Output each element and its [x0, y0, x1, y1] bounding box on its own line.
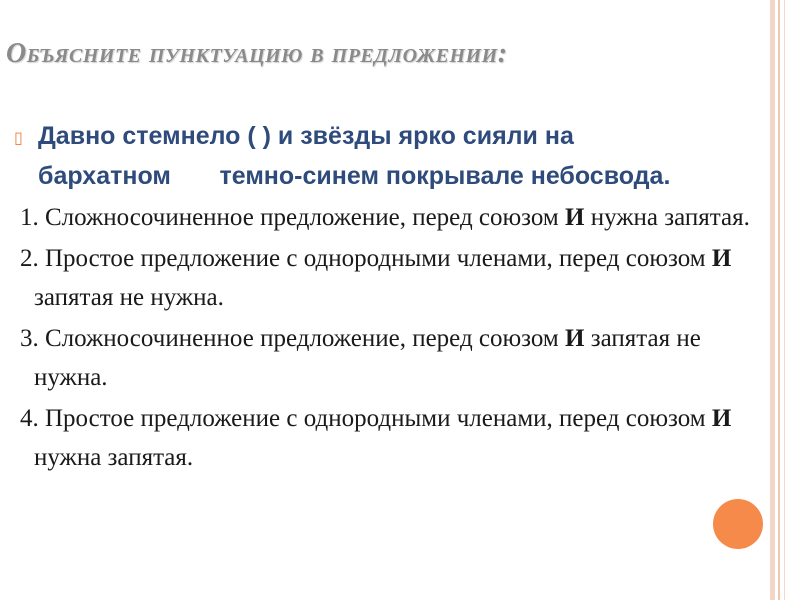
option-text-end: нужна запятая. — [584, 204, 750, 231]
option-conjunction: И — [711, 245, 732, 272]
orange-circle-decoration — [713, 499, 763, 549]
option-number: 3. — [20, 325, 39, 352]
option-text-end: нужна запятая. — [34, 444, 194, 471]
answer-option-4[interactable] — [20, 399, 770, 477]
right-decorative-stripe — [770, 0, 775, 600]
option-conjunction: И — [711, 405, 732, 432]
option-number: 2. — [20, 245, 39, 272]
option-text: Сложносочиненное предложение, перед союзом — [38, 325, 566, 352]
right-decorative-stripe-thin — [778, 0, 780, 600]
question-word-barkhatnom: бархатном — [38, 162, 171, 190]
answer-option-3[interactable] — [20, 319, 770, 397]
option-text-end: запятая не нужна. — [34, 325, 701, 391]
option-number: 4. — [20, 405, 39, 432]
slide-content — [14, 116, 770, 477]
answer-option-2[interactable] — [20, 239, 770, 317]
option-conjunction: И — [565, 325, 585, 352]
option-text-end: запятая не нужна. — [34, 284, 224, 311]
question-line-2 — [38, 156, 770, 196]
option-text: Сложносочиненное предложение, перед союзом — [38, 204, 566, 231]
question-sentence — [14, 116, 770, 196]
answer-options — [20, 198, 770, 477]
option-conjunction: И — [565, 204, 585, 231]
question-gap — [171, 162, 220, 190]
option-number: 1. — [20, 204, 39, 231]
slide-title: Объясните пунктуацию в предложении: — [6, 38, 508, 69]
option-text: Простое предложение с однородными членами, перед союзом — [38, 405, 712, 432]
answer-option-1[interactable] — [20, 198, 770, 237]
option-text: Простое предложение с однородными членами, перед союзом — [38, 245, 712, 272]
right-decorative-stripe-hairline — [784, 0, 785, 600]
orange-square-bullet-icon: ▯ — [14, 128, 23, 147]
question-line-2-rest: темно-синем покрывале небосвода. — [219, 162, 671, 190]
question-line-1: Давно стемнело ( ) и звёзды ярко сияли на — [38, 122, 574, 150]
